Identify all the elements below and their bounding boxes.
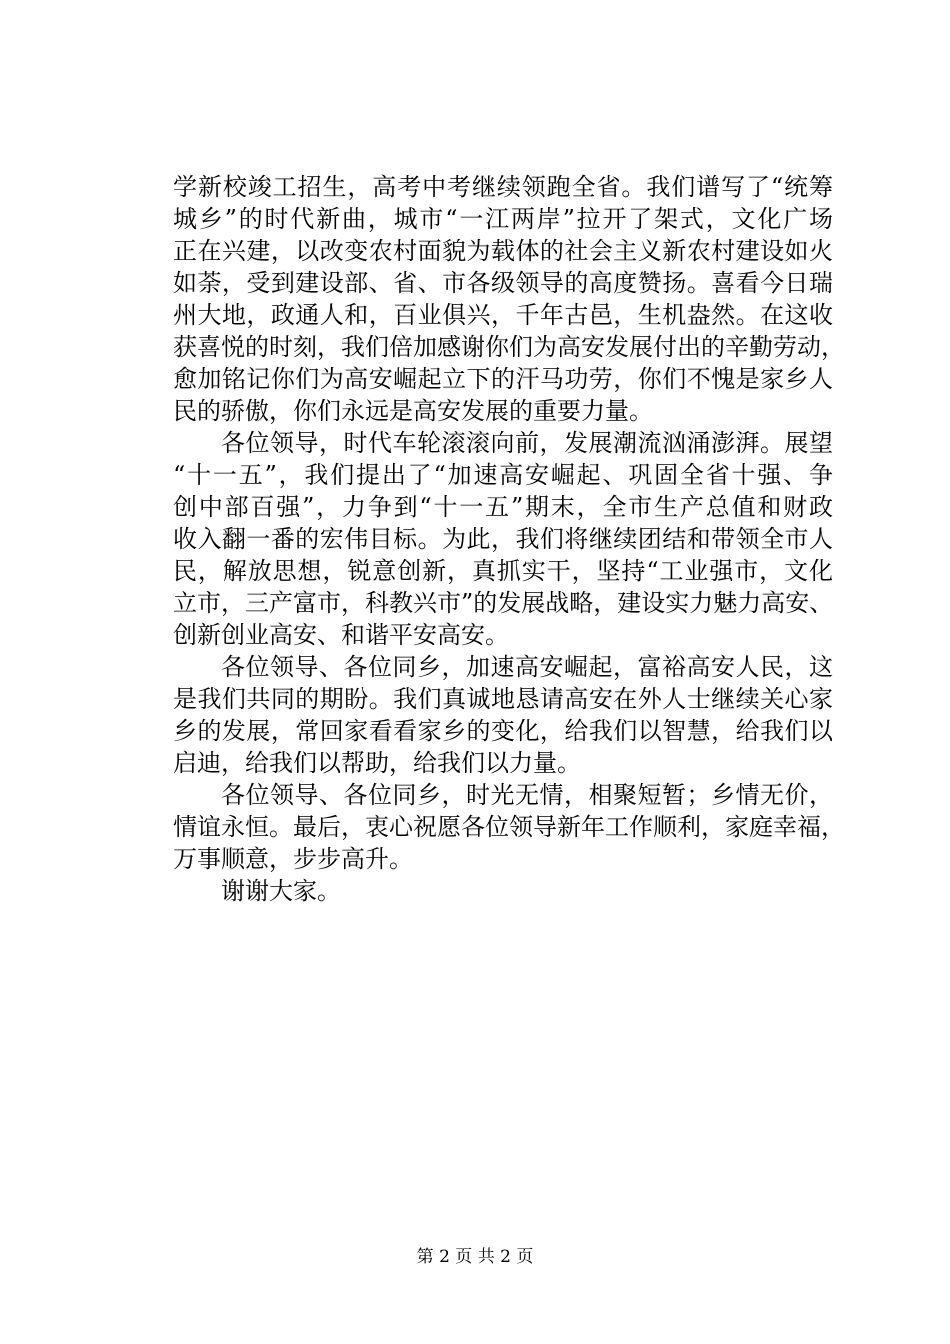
paragraph-3-line-2: 是我们共同的期盼。我们真诚地恳请高安在外人士继续关心家 [173, 685, 833, 713]
paragraph-1-line-2: 城乡”的时代新曲，城市“一江两岸”拉开了架式，文化广场 [173, 205, 833, 233]
body-text [173, 171, 845, 907]
paragraph-4-line-1: 各位领导、各位同乡，时光无情，相聚短暂；乡情无价， [221, 781, 833, 809]
page-number-footer: 第 2 页 共 2 页 [416, 1247, 534, 1267]
paragraph-4-line-2: 情谊永恒。最后，衷心祝愿各位领导新年工作顺利，家庭幸福， [173, 813, 845, 841]
paragraph-2-line-2: “十一五”，我们提出了“加速高安崛起、巩固全省十强、争 [173, 461, 833, 489]
paragraph-3-line-4: 启迪，给我们以帮助，给我们以力量。 [173, 749, 581, 777]
paragraph-5-line-1: 谢谢大家。 [221, 877, 341, 905]
paragraph-1-line-3: 正在兴建，以改变农村面貌为载体的社会主义新农村建设如火 [173, 237, 833, 265]
paragraph-2-line-1: 各位领导，时代车轮滚滚向前，发展潮流汹涌澎湃。展望 [221, 429, 833, 457]
paragraph-2-line-4: 收入翻一番的宏伟目标。为此，我们将继续团结和带领全市人 [173, 525, 833, 553]
paragraph-2-line-3: 创中部百强”，力争到“十一五”期末，全市生产总值和财政 [173, 493, 833, 521]
paragraph-2-line-6: 立市，三产富市，科教兴市”的发展战略，建设实力魅力高安、 [173, 589, 834, 617]
paragraph-2-line-7: 创新创业高安、和谐平安高安。 [173, 621, 509, 649]
paragraph-4-line-3: 万事顺意，步步高升。 [173, 845, 413, 873]
paragraph-1-line-5: 州大地，政通人和，百业俱兴，千年古邑，生机盎然。在这收 [173, 301, 833, 329]
paragraph-1-line-1: 学新校竣工招生，高考中考继续领跑全省。我们谱写了“统筹 [173, 173, 833, 201]
paragraph-1-line-7: 愈加铭记你们为高安崛起立下的汗马功劳，你们不愧是家乡人 [173, 365, 833, 393]
paragraph-1-line-4: 如荼，受到建设部、省、市各级领导的高度赞扬。喜看今日瑞 [173, 269, 833, 297]
paragraph-3-line-1: 各位领导、各位同乡，加速高安崛起，富裕高安人民，这 [221, 653, 833, 681]
paragraph-3-line-3: 乡的发展，常回家看看家乡的变化，给我们以智慧，给我们以 [173, 717, 833, 745]
paragraph-1-line-6: 获喜悦的时刻，我们倍加感谢你们为高安发展付出的辛勤劳动， [173, 333, 845, 361]
paragraph-1-line-8: 民的骄傲，你们永远是高安发展的重要力量。 [173, 397, 653, 425]
paragraph-2-line-5: 民，解放思想，锐意创新，真抓实干，坚持“工业强市，文化 [173, 557, 833, 585]
